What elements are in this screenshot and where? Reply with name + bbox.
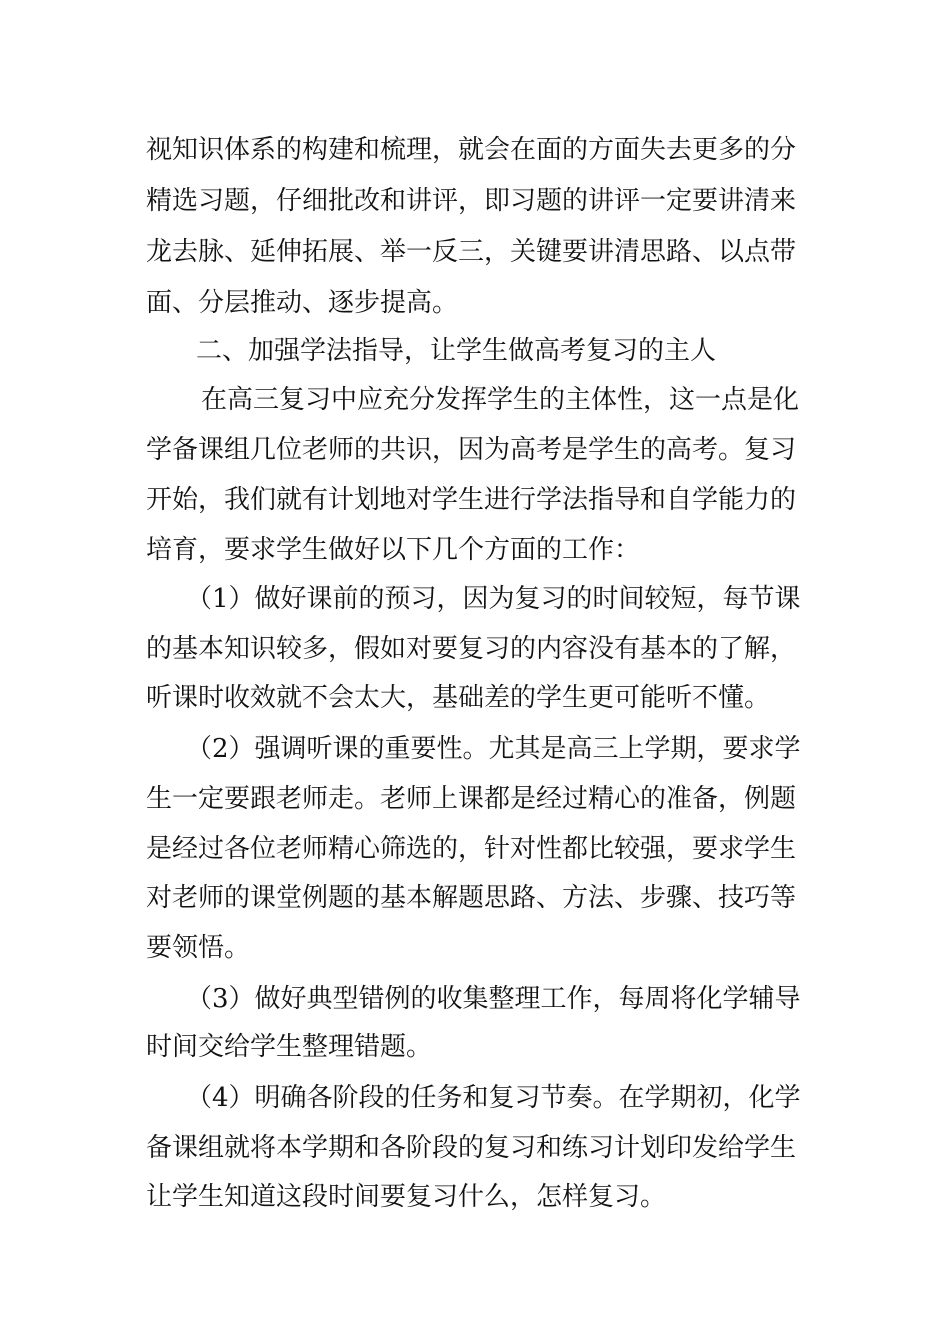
paragraph-line: 在高三复习中应充分发挥学生的主体性，这一点是化 — [201, 385, 800, 415]
paragraph-line: 精选习题，仔细批改和讲评，即习题的讲评一定要讲清来 — [146, 186, 797, 216]
list-item-line: （3）做好典型错例的收集整理工作，每周将化学辅导 — [186, 984, 801, 1014]
list-item-line: 让学生知道这段时间要复习什么，怎样复习。 — [146, 1182, 667, 1212]
list-item-line: 备课组就将本学期和各阶段的复习和练习计划印发给学生 — [146, 1133, 797, 1163]
paragraph-line: 视知识体系的构建和梳理，就会在面的方面失去更多的分 — [146, 135, 797, 165]
list-item-line: 听课时收效就不会太大，基础差的学生更可能听不懂。 — [146, 683, 771, 713]
section-heading: 二、加强学法指导，让学生做高考复习的主人 — [196, 336, 717, 366]
paragraph-line: 面、分层推动、逐步提高。 — [146, 288, 459, 318]
list-item-line: 对老师的课堂例题的基本解题思路、方法、步骤、技巧等 — [146, 883, 797, 913]
list-item-line: 是经过各位老师精心筛选的，针对性都比较强，要求学生 — [146, 834, 797, 864]
list-item-line: 的基本知识较多，假如对要复习的内容没有基本的了解， — [146, 634, 797, 664]
list-item-line: （1）做好课前的预习，因为复习的时间较短，每节课 — [186, 584, 801, 614]
paragraph-line: 龙去脉、延伸拓展、举一反三，关键要讲清思路、以点带 — [146, 237, 797, 267]
paragraph-line: 培育，要求学生做好以下几个方面的工作： — [146, 535, 641, 565]
list-item-line: 时间交给学生整理错题。 — [146, 1032, 433, 1062]
list-item-line: 生一定要跟老师走。老师上课都是经过精心的准备，例题 — [146, 784, 797, 814]
paragraph-line: 开始，我们就有计划地对学生进行学法指导和自学能力的 — [146, 485, 797, 515]
list-item-line: （2）强调听课的重要性。尤其是高三上学期，要求学 — [186, 734, 801, 764]
paragraph-line: 学备课组几位老师的共识，因为高考是学生的高考。复习 — [146, 435, 797, 465]
list-item-line: （4）明确各阶段的任务和复习节奏。在学期初，化学 — [186, 1083, 801, 1113]
list-item-line: 要领悟。 — [146, 933, 251, 963]
